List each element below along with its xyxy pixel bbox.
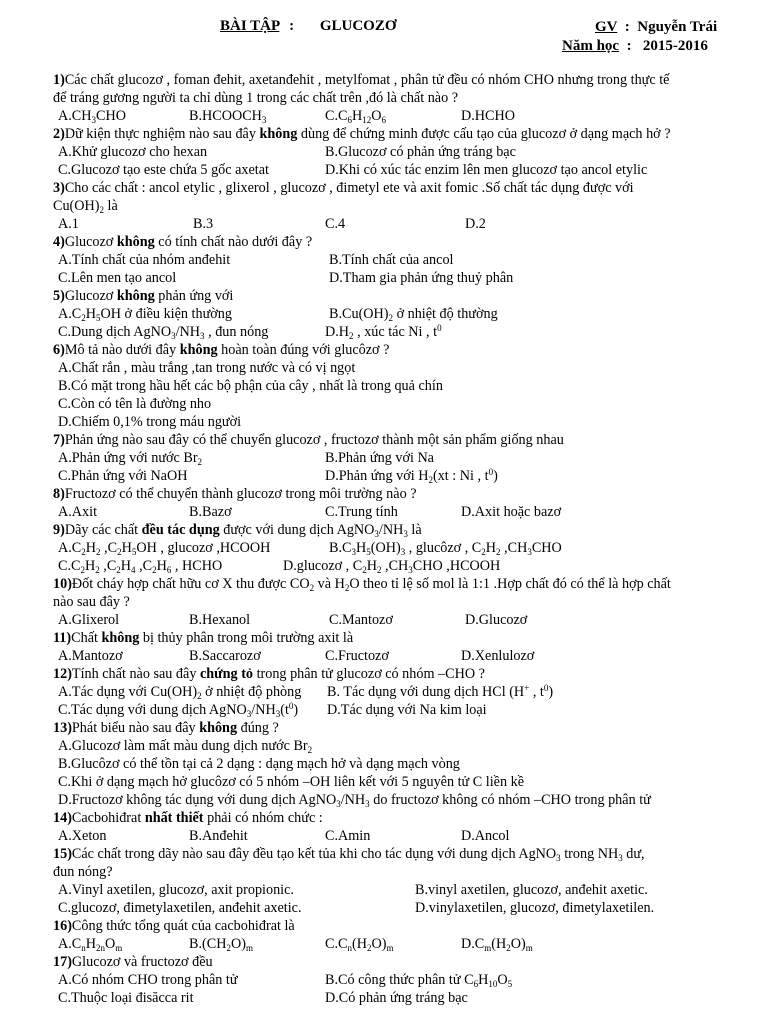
question-text: Công thức tổng quát của cacbohiđrat là (71, 918, 295, 934)
option-row (53, 557, 743, 575)
answer-option[interactable]: D.glucozơ , $C_2H_2$ $,CH_3CHO$ ,HCOOH (283, 558, 501, 575)
year-label: Năm học (562, 38, 620, 54)
question-keyword: chứng tỏ (199, 666, 254, 682)
year-value: 2015-2016 (642, 38, 708, 54)
question-stem (53, 845, 743, 863)
worksheet-title (220, 18, 397, 35)
answer-option[interactable]: $B.HCOOCH_3$ (189, 108, 267, 125)
option-row (53, 971, 743, 989)
question-keyword: không (116, 234, 155, 250)
question-number: 2) (53, 126, 65, 142)
answer-option[interactable]: $C.C_n(H_2O)_m$ (325, 936, 394, 953)
question-text: Mô tả nào dưới đây không hoàn toàn đúng với glucôzơ ? (64, 342, 390, 358)
answer-option[interactable]: C.Thuộc loại đisăcca rit (58, 990, 194, 1006)
question-text-continued: $Cu(OH)_2$ là (53, 198, 118, 215)
question-text: Cho các chất : ancol etylic , glixerol , glucozơ , đimetyl ete và axit fomic .Số chất tác dụng được với (64, 180, 634, 196)
question-stem (53, 665, 743, 683)
answer-option[interactable]: $D.C_m(H_2O)_m$ (461, 936, 533, 953)
question-stem (53, 629, 743, 647)
question-stem (53, 809, 743, 827)
option-row (53, 413, 743, 431)
question-number: 14) (53, 810, 72, 826)
question-text: Đốt cháy hợp chất hữu cơ X thu được $CO_2$ và $H_2O$ theo tỉ lệ số mol là 1:1 .Hợp chất đó có thể là hợp chất (71, 576, 671, 593)
answer-option[interactable]: $A.C_2H_2$ $,C_2H_5OH$ , glucozơ ,HCOOH (58, 540, 271, 557)
answer-option[interactable]: A.Khử glucozơ cho hexan (58, 144, 208, 160)
question-text: Các chất glucozơ , foman đehit, axetanđehit , metylfomat , phân tử đều có nhóm CHO nhưng trong thực tế (64, 72, 670, 88)
option-row (53, 737, 743, 755)
question-text: Glucozơ không phản ứng với (64, 288, 234, 304)
option-row (53, 143, 743, 161)
answer-option[interactable]: A.Xeton (58, 828, 107, 844)
question-keyword: nhất thiết (144, 810, 204, 826)
option-row (53, 827, 743, 845)
question-stem (53, 485, 743, 503)
option-row (53, 323, 743, 341)
option-row (53, 467, 743, 485)
answer-option[interactable]: B.vinyl axetilen, glucozơ, anđehit axetic. (415, 882, 648, 898)
answer-option[interactable]: D.Fructozơ không tác dụng với dung dịch $AgNO_3/NH_3$ do fructozơ không có nhóm –CHO trong phân tử (58, 792, 651, 809)
question-keyword: không (179, 342, 218, 358)
question-number: 8) (53, 486, 65, 502)
answer-option[interactable]: $D.H_2$ , xúc tác Ni , $t^0$ (325, 323, 442, 341)
option-row (53, 215, 743, 233)
answer-option[interactable]: B.Glucozơ có phản ứng tráng bạc (325, 144, 516, 160)
option-row (53, 377, 743, 395)
answer-option[interactable]: C.Tác dụng với dung dịch $AgNO_3/NH_3(t^0)$ (58, 701, 299, 719)
question-keyword: đều tác dụng (141, 522, 220, 538)
question-stem (53, 125, 743, 143)
option-row (53, 269, 743, 287)
option-row (53, 773, 743, 791)
question-keyword: không (101, 630, 140, 646)
question-number: 1) (53, 72, 65, 88)
question-stem (53, 575, 743, 593)
year-colon: : (622, 38, 640, 54)
question-stem (53, 431, 743, 449)
question-text: Các chất trong dãy nào sau đây đều tạo kết tủa khi cho tác dụng với dung dịch AgNO$_3$ trong $NH_3$ dư, (71, 846, 645, 863)
answer-option[interactable]: D.Có phản ứng tráng bạc (325, 990, 468, 1006)
option-row (53, 539, 743, 557)
question-text-continued: đun nóng? (53, 864, 113, 880)
answer-option[interactable]: A.Axit (58, 504, 98, 520)
answer-option[interactable]: B. Tác dụng với dung dịch HCl (H+ , $t^0$) (327, 683, 554, 700)
worksheet-header (0, 16, 768, 56)
question-number: 11) (53, 630, 72, 646)
question-number: 17) (53, 954, 72, 970)
title-colon: : (289, 18, 295, 34)
answer-option[interactable]: A.Phản ứng với nước $Br_2$ (58, 450, 203, 467)
question-keyword: không (199, 720, 238, 736)
answer-option[interactable]: D.vinylaxetilen, glucozơ, đimetylaxetilen. (415, 900, 655, 916)
question-number: 16) (53, 918, 72, 934)
answer-option[interactable]: A.Tác dụng với $Cu(OH)_2$ ở nhiệt độ phòng (58, 684, 302, 701)
option-row (53, 989, 743, 1007)
teacher-line (562, 18, 717, 37)
option-row (53, 899, 743, 917)
title-topic: GLUCOZƠ (319, 18, 397, 34)
answer-option[interactable]: D.Axit hoặc bazơ (461, 504, 562, 520)
question-stem (53, 521, 743, 539)
option-row (53, 305, 743, 323)
answer-option[interactable]: C.Fructozơ (325, 648, 389, 664)
teacher-colon: : (620, 19, 634, 35)
question-keyword: không (116, 288, 155, 304)
answer-option[interactable]: $C.C_6H_{12}O_6$ (325, 108, 386, 125)
answer-option[interactable]: D.Ancol (461, 828, 510, 844)
answer-option[interactable]: B.Tính chất của ancol (329, 252, 454, 268)
answer-option[interactable]: $A.CH_3CHO$ (58, 108, 126, 125)
option-row (53, 683, 743, 701)
option-row (53, 449, 743, 467)
answer-option[interactable]: B.Có mặt trong hầu hết các bộ phận của cây , nhất là trong quả chín (58, 378, 443, 394)
question-number: 15) (53, 846, 72, 862)
question-number: 10) (53, 576, 72, 592)
question-number: 12) (53, 666, 72, 682)
answer-option[interactable]: C.Amin (325, 828, 371, 844)
answer-option[interactable]: B.Có công thức phân tử $C_6H_{10}O_5$ (325, 972, 513, 989)
answer-option[interactable]: C.Còn có tên là đường nho (58, 396, 212, 412)
option-row (53, 161, 743, 179)
answer-option[interactable]: $A.C_nH_{2n}O_m$ (58, 936, 123, 953)
answer-option[interactable]: D.Phản ứng với $H_2(xt$ : Ni , $t^0$) (325, 467, 498, 485)
question-stem (53, 719, 743, 737)
answer-option[interactable]: C.Glucozơ tạo este chứa 5 gốc axetat (58, 162, 269, 178)
answer-option[interactable]: C.Dung dịch $AgNO_3/NH_3$ , đun nóng (58, 324, 269, 341)
question-number: 7) (53, 432, 65, 448)
title-label: BÀI TẬP (220, 18, 280, 34)
answer-option[interactable]: C.Mantozơ (329, 612, 393, 628)
option-row (53, 107, 743, 125)
answer-option[interactable]: D.HCHO (461, 108, 515, 124)
question-number: 4) (53, 234, 65, 250)
question-text: Glucozơ không có tính chất nào dưới đây ? (64, 234, 313, 250)
answer-option[interactable]: A.Glixerol (58, 612, 120, 628)
option-row (53, 701, 743, 719)
question-stem (53, 953, 743, 971)
option-row (53, 791, 743, 809)
question-text: Dữ kiện thực nghiệm nào sau đây không dùng để chứng minh được cấu tạo của glucozơ ở dạng mạch hở ? (64, 126, 671, 142)
option-row (53, 359, 743, 377)
answer-option[interactable]: C.glucozơ, đimetylaxetilen, anđehit axetic. (58, 900, 302, 916)
question-stem (53, 341, 743, 359)
option-row (53, 251, 743, 269)
answer-option[interactable]: D.Glucozơ (465, 612, 528, 628)
answer-option[interactable]: $B.(CH_2O)_m$ (189, 936, 253, 953)
question-text: Phát biểu nào sau đây không đúng ? (71, 720, 279, 736)
answer-option[interactable]: C.Lên men tạo ancol (58, 270, 177, 286)
question-text: Fructozơ có thể chuyển thành glucozơ trong môi trường nào ? (64, 486, 417, 502)
option-row (53, 647, 743, 665)
answer-option[interactable]: D.Khi có xúc tác enzim lên men glucozơ tạo ancol etylic (325, 162, 648, 178)
option-row (53, 881, 743, 899)
question-stem (53, 71, 743, 89)
answer-option[interactable]: B.3 (193, 216, 214, 232)
answer-option[interactable]: D.Chiếm 0,1% trong máu người (58, 414, 242, 430)
answer-option[interactable]: D.2 (465, 216, 486, 232)
answer-option[interactable]: C.Phản ứng với NaOH (58, 468, 188, 484)
answer-option[interactable]: B.Bazơ (189, 504, 232, 520)
answer-option[interactable]: $A.C_2H_5OH$ ở điều kiện thường (58, 306, 232, 323)
question-stem (53, 917, 743, 935)
question-stem (53, 233, 743, 251)
question-text-continued: nào sau đây ? (53, 594, 130, 610)
question-stem (53, 287, 743, 305)
answer-option[interactable]: C.Khi ở dạng mạch hở glucôzơ có 5 nhóm –OH liên kết với 5 nguyên tử C liền kề (58, 774, 525, 790)
question-number: 3) (53, 180, 65, 196)
answer-option[interactable]: D.Tham gia phản ứng thuỷ phân (329, 270, 514, 286)
answer-option[interactable]: B.Saccarozơ (189, 648, 261, 664)
answer-option[interactable]: A.Glucozơ làm mất màu dung dịch nước $Br_2$ (58, 738, 313, 755)
answer-option[interactable]: A.Vinyl axetilen, glucozơ, axit propionic. (58, 882, 294, 898)
option-row (53, 503, 743, 521)
answer-option[interactable]: $B.C_3H_5(OH)_3$ , glucôzơ , $C_2H_2$ $,CH_3CHO$ (329, 540, 562, 557)
question-text-continued: để tráng gương người ta chỉ dùng 1 trong các chất trên ,đó là chất nào ? (53, 90, 459, 106)
question-text: Tính chất nào sau đây chứng tỏ trong phân tử glucozơ có nhóm –CHO ? (71, 666, 485, 682)
answer-option[interactable]: B.Hexanol (189, 612, 251, 628)
option-row (53, 755, 743, 773)
question-text: Phản ứng nào sau đây có thể chuyển glucozơ , fructozơ thành một sản phẩm giống nhau (64, 432, 564, 448)
answer-option[interactable]: C.Trung tính (325, 504, 398, 520)
question-text: Dãy các chất đều tác dụng được với dung dịch $AgNO_3/NH_3$ là (64, 522, 422, 539)
teacher-label: GV (595, 19, 618, 35)
question-number: 5) (53, 288, 65, 304)
question-stem (53, 179, 743, 197)
question-text: Glucozơ và fructozơ đều (71, 954, 213, 970)
year-line (562, 37, 717, 56)
option-row (53, 395, 743, 413)
answer-option[interactable]: A.Có nhóm CHO trong phân tử (58, 972, 238, 988)
question-list (53, 71, 743, 1007)
question-number: 9) (53, 522, 65, 538)
answer-option[interactable]: D.Xenlulozơ (461, 648, 535, 664)
teacher-info (562, 18, 717, 56)
option-row (53, 935, 743, 953)
answer-option[interactable]: A.Chất rắn , màu trắng ,tan trong nước và có vị ngọt (58, 360, 356, 376)
option-row (53, 611, 743, 629)
answer-option[interactable]: B.Glucôzơ có thể tồn tại cả 2 dạng : dạng mạch hở và dạng mạch vòng (58, 756, 460, 772)
answer-option[interactable]: B.Phản ứng với Na (325, 450, 434, 466)
question-text: Chất không bị thủy phân trong môi trường axit là (71, 630, 354, 646)
question-text: Cacbohiđrat nhất thiết phải có nhóm chức : (71, 810, 323, 826)
teacher-name: Nguyễn Trái (637, 19, 718, 35)
answer-option[interactable]: C.4 (325, 216, 346, 232)
answer-option[interactable]: A.1 (58, 216, 79, 232)
answer-option[interactable]: D.Tác dụng với Na kim loại (327, 702, 487, 718)
question-keyword: không (259, 126, 298, 142)
answer-option[interactable]: B.Anđehit (189, 828, 248, 844)
answer-option[interactable]: $B.Cu(OH)_2$ ở nhiệt độ thường (329, 306, 498, 323)
answer-option[interactable]: $C.C_2H_2$ $,C_2H_4$ $,C_2H_6$ , HCHO (58, 558, 223, 575)
answer-option[interactable]: A.Mantozơ (58, 648, 123, 664)
question-number: 6) (53, 342, 65, 358)
question-number: 13) (53, 720, 72, 736)
answer-option[interactable]: A.Tính chất của nhóm anđehit (58, 252, 231, 268)
